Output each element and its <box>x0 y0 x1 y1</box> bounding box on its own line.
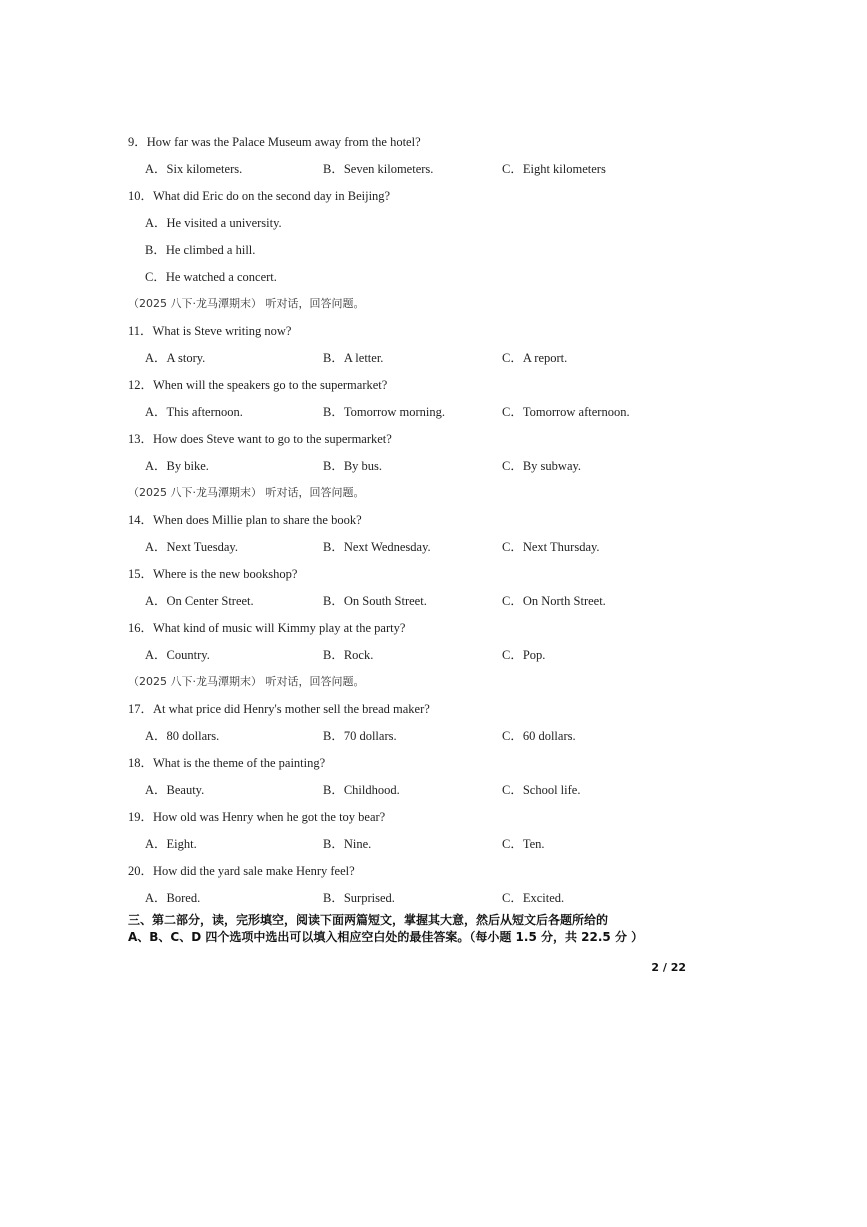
instruction-2: （2025 八下·龙马潭期末） 听对话，回答问题。 <box>128 486 365 499</box>
q18-option-b: B．Childhood. <box>323 783 400 797</box>
section-heading <box>128 912 698 946</box>
q15-option-a: A．On Center Street. <box>145 594 254 608</box>
q12-option-b: B．Tomorrow morning. <box>323 405 446 419</box>
q16-option-b: B．Rock. <box>323 648 374 662</box>
q19-option-c: C．Ten. <box>502 837 545 851</box>
page-number: 2 / 22 <box>651 961 686 974</box>
q16-option-c: C．Pop. <box>502 648 546 662</box>
q12-option-c: C．Tomorrow afternoon. <box>502 405 630 419</box>
q15-option-c: C．On North Street. <box>502 594 606 608</box>
q14-option-b: B．Next Wednesday. <box>323 540 431 554</box>
question-13: 13．How does Steve want to go to the supermarket? <box>128 432 392 446</box>
question-11: 11．What is Steve writing now? <box>128 324 292 338</box>
q13-option-b: B．By bus. <box>323 459 383 473</box>
q17-option-b: B．70 dollars. <box>323 729 397 743</box>
q14-option-a: A．Next Tuesday. <box>145 540 238 554</box>
question-15: 15．Where is the new bookshop? <box>128 567 298 581</box>
q16-option-a: A．Country. <box>145 648 210 662</box>
q12-option-a: A．This afternoon. <box>145 405 243 419</box>
section-heading-line-1: 三、第二部分，读，完形填空，阅读下面两篇短文，掌握其大意，然后从短文后各题所给的 <box>128 913 609 927</box>
q10-option-b: B．He climbed a hill. <box>145 243 256 257</box>
q18-option-a: A．Beauty. <box>145 783 205 797</box>
question-17: 17．At what price did Henry's mother sell the bread maker? <box>128 702 430 716</box>
instruction-1: （2025 八下·龙马潭期末） 听对话，回答问题。 <box>128 297 365 310</box>
question-10: 10．What did Eric do on the second day in Beijing? <box>128 189 391 203</box>
q20-option-b: B．Surprised. <box>323 891 395 905</box>
q17-option-a: A．80 dollars. <box>145 729 220 743</box>
q10-option-c: C．He watched a concert. <box>145 270 277 284</box>
q9-option-b: B．Seven kilometers. <box>323 162 434 176</box>
question-20: 20．How did the yard sale make Henry feel? <box>128 864 355 878</box>
q10-option-a: A．He visited a university. <box>145 216 282 230</box>
question-18: 18．What is the theme of the painting? <box>128 756 326 770</box>
question-19: 19．How old was Henry when he got the toy bear? <box>128 810 386 824</box>
question-12: 12．When will the speakers go to the supermarket? <box>128 378 388 392</box>
q19-option-b: B．Nine. <box>323 837 372 851</box>
q15-option-b: B．On South Street. <box>323 594 427 608</box>
q9-option-c: C．Eight kilometers <box>502 162 606 176</box>
q19-option-a: A．Eight. <box>145 837 197 851</box>
instruction-3: （2025 八下·龙马潭期末） 听对话，回答问题。 <box>128 675 365 688</box>
q18-option-c: C．School life. <box>502 783 581 797</box>
q11-option-a: A．A story. <box>145 351 206 365</box>
q20-option-c: C．Excited. <box>502 891 565 905</box>
q11-option-c: C．A report. <box>502 351 568 365</box>
q9-option-a: A．Six kilometers. <box>145 162 243 176</box>
q20-option-a: A．Bored. <box>145 891 201 905</box>
q14-option-c: C．Next Thursday. <box>502 540 600 554</box>
q13-option-a: A．By bike. <box>145 459 209 473</box>
section-heading-line-2: A、B、C、D 四个选项中选出可以填入相应空白处的最佳答案。（每小题 1.5 分，共 22.5 分 ） <box>128 930 644 944</box>
question-9: 9．How far was the Palace Museum away from the hotel? <box>128 135 421 149</box>
q11-option-b: B．A letter. <box>323 351 384 365</box>
question-16: 16．What kind of music will Kimmy play at the party? <box>128 621 406 635</box>
q13-option-c: C．By subway. <box>502 459 582 473</box>
question-14: 14．When does Millie plan to share the book? <box>128 513 362 527</box>
q17-option-c: C．60 dollars. <box>502 729 576 743</box>
